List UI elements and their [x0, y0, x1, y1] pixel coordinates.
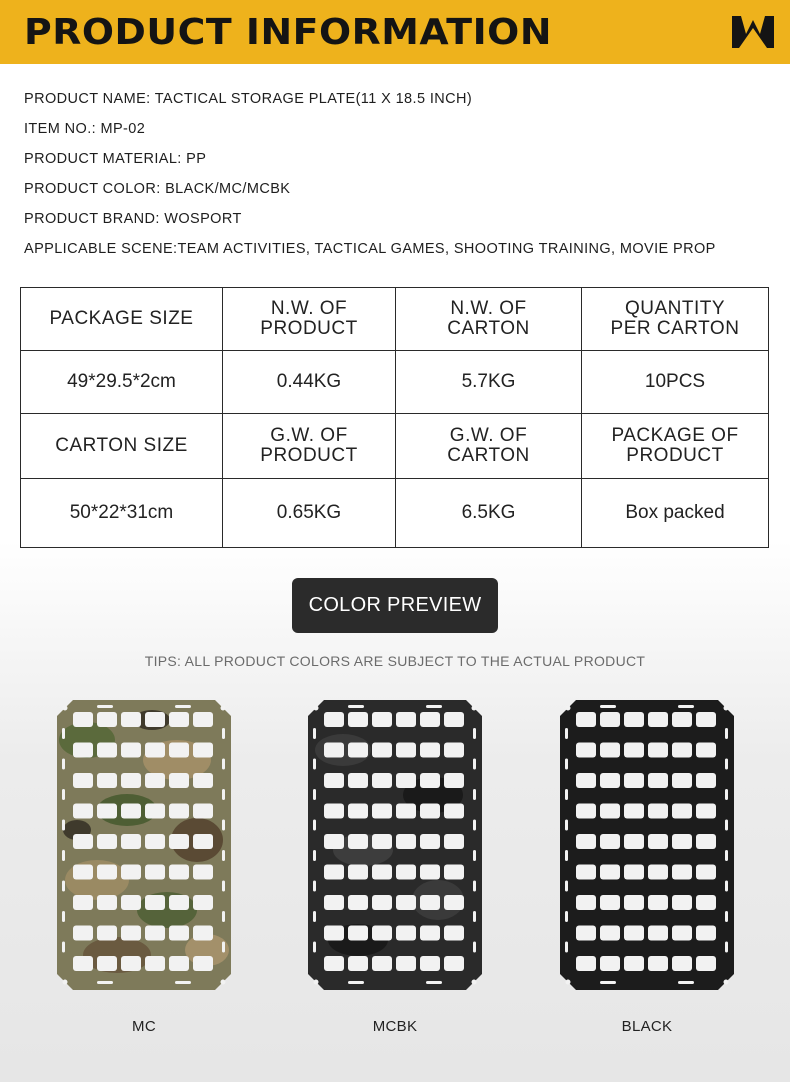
corner-hole — [724, 980, 729, 985]
slot — [444, 743, 464, 758]
product-brand: PRODUCT BRAND: WOSPORT — [24, 211, 242, 227]
slot — [348, 743, 368, 758]
corner-hole — [566, 706, 571, 711]
slot — [396, 834, 416, 849]
slot — [696, 712, 716, 727]
slot — [696, 926, 716, 941]
slot — [672, 712, 692, 727]
slot — [624, 712, 644, 727]
slot — [97, 773, 117, 788]
slot — [324, 926, 344, 941]
slot — [396, 865, 416, 880]
slot — [444, 712, 464, 727]
side-slot — [473, 942, 476, 953]
side-slot — [565, 789, 568, 800]
corner-hole — [314, 706, 319, 711]
slot — [145, 834, 165, 849]
edge-slot — [678, 981, 694, 984]
package-size-value: 49*29.5*2cm — [21, 351, 223, 414]
edge-slot — [97, 705, 113, 708]
slot — [696, 834, 716, 849]
side-slot — [473, 728, 476, 739]
slot — [576, 895, 596, 910]
slot — [420, 865, 440, 880]
slot — [348, 865, 368, 880]
slot — [576, 956, 596, 971]
side-slot — [473, 881, 476, 892]
side-slot — [725, 942, 728, 953]
slot — [121, 956, 141, 971]
side-slot — [62, 942, 65, 953]
table-header-row — [21, 288, 769, 351]
slot — [648, 865, 668, 880]
slot — [121, 712, 141, 727]
corner-hole — [63, 980, 68, 985]
slot — [372, 956, 392, 971]
carton-size-value: 50*22*31cm — [21, 479, 223, 548]
slot — [600, 865, 620, 880]
applicable-scene: APPLICABLE SCENE:TEAM ACTIVITIES, TACTICAL GAMES, SHOOTING TRAINING, MOVIE PROP — [24, 241, 716, 257]
slot — [121, 804, 141, 819]
side-slot — [313, 942, 316, 953]
slot — [600, 834, 620, 849]
side-slot — [565, 881, 568, 892]
slot — [145, 865, 165, 880]
slot — [169, 926, 189, 941]
slot — [193, 895, 213, 910]
slot — [420, 895, 440, 910]
side-slot — [62, 820, 65, 831]
slot — [624, 773, 644, 788]
slot — [600, 895, 620, 910]
slot — [348, 895, 368, 910]
side-slot — [725, 881, 728, 892]
slot — [324, 865, 344, 880]
slot — [73, 773, 93, 788]
product-name: PRODUCT NAME: TACTICAL STORAGE PLATE(11 X 18.5 INCH) — [24, 91, 473, 107]
side-slot — [473, 820, 476, 831]
slot — [648, 926, 668, 941]
slot — [193, 926, 213, 941]
slot — [169, 834, 189, 849]
side-slot — [222, 881, 225, 892]
slot — [372, 712, 392, 727]
slot — [696, 773, 716, 788]
slot — [600, 926, 620, 941]
slot — [97, 834, 117, 849]
side-slot — [565, 850, 568, 861]
slot — [121, 865, 141, 880]
slot — [420, 743, 440, 758]
slot — [696, 804, 716, 819]
slot — [324, 773, 344, 788]
side-slot — [725, 759, 728, 770]
package-size-header: PACKAGE SIZE — [21, 288, 223, 351]
slot — [372, 926, 392, 941]
slot — [97, 743, 117, 758]
slot — [648, 956, 668, 971]
corner-hole — [472, 706, 477, 711]
slot — [672, 865, 692, 880]
side-slot — [222, 820, 225, 831]
carton-size-header: CARTON SIZE — [21, 414, 223, 479]
slot — [672, 956, 692, 971]
package-of-product-header: PACKAGE OF PRODUCT — [582, 414, 769, 479]
side-slot — [62, 911, 65, 922]
slot — [576, 804, 596, 819]
slot — [396, 895, 416, 910]
slot — [396, 773, 416, 788]
slot — [420, 773, 440, 788]
slot — [648, 834, 668, 849]
slot — [600, 743, 620, 758]
slot — [444, 956, 464, 971]
side-slot — [62, 850, 65, 861]
slot — [420, 956, 440, 971]
slot — [396, 926, 416, 941]
slot — [348, 804, 368, 819]
slot — [372, 743, 392, 758]
slot — [696, 743, 716, 758]
color-preview-button[interactable]: COLOR PREVIEW — [292, 578, 498, 633]
slot — [600, 804, 620, 819]
slot — [193, 712, 213, 727]
slot — [624, 834, 644, 849]
item-number: ITEM NO.: MP-02 — [24, 121, 146, 137]
slot — [372, 773, 392, 788]
slot — [193, 773, 213, 788]
edge-slot — [348, 981, 364, 984]
slot — [169, 895, 189, 910]
side-slot — [473, 911, 476, 922]
slot — [73, 926, 93, 941]
storage-plate-mcbk-icon — [308, 700, 482, 990]
side-slot — [473, 850, 476, 861]
slot — [121, 743, 141, 758]
side-slot — [313, 820, 316, 831]
side-slot — [565, 942, 568, 953]
slot — [696, 895, 716, 910]
side-slot — [222, 850, 225, 861]
slot — [372, 895, 392, 910]
slot — [169, 956, 189, 971]
side-slot — [222, 759, 225, 770]
slot — [444, 926, 464, 941]
slot — [348, 926, 368, 941]
slot — [348, 834, 368, 849]
slot — [624, 956, 644, 971]
side-slot — [313, 881, 316, 892]
product-material: PRODUCT MATERIAL: PP — [24, 151, 207, 167]
slot — [121, 773, 141, 788]
edge-slot — [426, 981, 442, 984]
side-slot — [222, 942, 225, 953]
slot — [169, 743, 189, 758]
slot — [121, 895, 141, 910]
slot — [169, 804, 189, 819]
slot — [444, 804, 464, 819]
edge-slot — [175, 705, 191, 708]
slot — [324, 834, 344, 849]
slot — [444, 895, 464, 910]
edge-slot — [678, 705, 694, 708]
slot — [372, 865, 392, 880]
slot — [193, 743, 213, 758]
nw-product-header: N.W. OF PRODUCT — [223, 288, 396, 351]
side-slot — [565, 911, 568, 922]
slot — [324, 895, 344, 910]
table-row — [21, 479, 769, 548]
gw-carton-value: 6.5KG — [396, 479, 582, 548]
side-slot — [62, 789, 65, 800]
slot — [420, 804, 440, 819]
side-slot — [313, 850, 316, 861]
edge-slot — [97, 981, 113, 984]
slot — [97, 895, 117, 910]
side-slot — [222, 728, 225, 739]
corner-hole — [724, 706, 729, 711]
slot — [648, 712, 668, 727]
slot — [624, 926, 644, 941]
side-slot — [222, 911, 225, 922]
storage-plate-mc-icon — [57, 700, 231, 990]
side-slot — [62, 881, 65, 892]
nw-carton-value: 5.7KG — [396, 351, 582, 414]
slot — [73, 865, 93, 880]
plate-label-black: BLACK — [621, 1018, 673, 1035]
slot — [600, 956, 620, 971]
slot — [324, 804, 344, 819]
side-slot — [313, 789, 316, 800]
slot — [576, 712, 596, 727]
side-slot — [222, 789, 225, 800]
side-slot — [62, 759, 65, 770]
side-slot — [313, 911, 316, 922]
table-row — [21, 351, 769, 414]
slot — [348, 773, 368, 788]
slot — [672, 895, 692, 910]
slot — [624, 743, 644, 758]
slot — [193, 834, 213, 849]
quantity-per-carton-value: 10PCS — [582, 351, 769, 414]
slot — [145, 804, 165, 819]
slot — [324, 743, 344, 758]
table-header-row — [21, 414, 769, 479]
slot — [672, 743, 692, 758]
edge-slot — [348, 705, 364, 708]
slot — [73, 956, 93, 971]
slot — [348, 956, 368, 971]
slot — [121, 834, 141, 849]
color-tips: TIPS: ALL PRODUCT COLORS ARE SUBJECT TO THE ACTUAL PRODUCT — [144, 653, 646, 669]
slot — [73, 834, 93, 849]
slot — [624, 895, 644, 910]
slot — [372, 804, 392, 819]
side-slot — [725, 728, 728, 739]
slot — [169, 773, 189, 788]
slot — [193, 804, 213, 819]
plate-mcbk — [308, 700, 482, 990]
slot — [624, 865, 644, 880]
slot — [324, 956, 344, 971]
slot — [324, 712, 344, 727]
edge-slot — [600, 705, 616, 708]
side-slot — [725, 911, 728, 922]
quantity-per-carton-header: QUANTITY PER CARTON — [582, 288, 769, 351]
slot — [193, 865, 213, 880]
slot — [444, 834, 464, 849]
slot — [145, 926, 165, 941]
slot — [145, 743, 165, 758]
edge-slot — [175, 981, 191, 984]
slot — [648, 804, 668, 819]
slot — [97, 804, 117, 819]
slot — [576, 773, 596, 788]
slot — [145, 956, 165, 971]
slot — [73, 743, 93, 758]
product-info — [24, 88, 774, 268]
side-slot — [565, 728, 568, 739]
slot — [696, 865, 716, 880]
side-slot — [725, 789, 728, 800]
slot — [600, 773, 620, 788]
slot — [169, 712, 189, 727]
corner-hole — [472, 980, 477, 985]
slot — [672, 926, 692, 941]
side-slot — [473, 789, 476, 800]
page-title: PRODUCT INFORMATION — [24, 12, 553, 53]
slot — [420, 926, 440, 941]
side-slot — [725, 850, 728, 861]
corner-hole — [314, 980, 319, 985]
slot — [73, 895, 93, 910]
slot — [396, 956, 416, 971]
slot — [444, 773, 464, 788]
side-slot — [313, 759, 316, 770]
side-slot — [565, 820, 568, 831]
plate-label-mc: MC — [132, 1018, 156, 1035]
side-slot — [725, 820, 728, 831]
package-of-product-value: Box packed — [582, 479, 769, 548]
slot — [193, 956, 213, 971]
plate-mc — [57, 700, 231, 990]
slot — [396, 712, 416, 727]
slot — [648, 773, 668, 788]
slot — [672, 834, 692, 849]
slot — [97, 712, 117, 727]
storage-plate-black-icon — [560, 700, 734, 990]
plate-black — [560, 700, 734, 990]
slot — [97, 956, 117, 971]
slot — [97, 926, 117, 941]
corner-hole — [221, 980, 226, 985]
corner-hole — [63, 706, 68, 711]
slot — [624, 804, 644, 819]
slot — [169, 865, 189, 880]
slot — [420, 712, 440, 727]
slot — [372, 834, 392, 849]
slot — [444, 865, 464, 880]
nw-product-value: 0.44KG — [223, 351, 396, 414]
side-slot — [62, 728, 65, 739]
specs-table — [20, 287, 769, 548]
slot — [420, 834, 440, 849]
slot — [145, 773, 165, 788]
slot — [145, 712, 165, 727]
slot — [396, 804, 416, 819]
slot — [672, 773, 692, 788]
slot — [648, 895, 668, 910]
header-bar — [0, 0, 790, 64]
slot — [348, 712, 368, 727]
edge-slot — [426, 705, 442, 708]
gw-product-header: G.W. OF PRODUCT — [223, 414, 396, 479]
slot — [97, 865, 117, 880]
corner-hole — [221, 706, 226, 711]
product-color: PRODUCT COLOR: BLACK/MC/MCBK — [24, 181, 291, 197]
slot — [648, 743, 668, 758]
slot — [73, 804, 93, 819]
slot — [396, 743, 416, 758]
edge-slot — [600, 981, 616, 984]
slot — [145, 895, 165, 910]
slot — [576, 743, 596, 758]
slot — [121, 926, 141, 941]
w-logo-icon — [732, 12, 774, 52]
side-slot — [313, 728, 316, 739]
side-slot — [565, 759, 568, 770]
slot — [576, 834, 596, 849]
slot — [696, 956, 716, 971]
slot — [73, 712, 93, 727]
plate-label-mcbk: MCBK — [372, 1018, 418, 1035]
slot — [600, 712, 620, 727]
corner-hole — [566, 980, 571, 985]
side-slot — [473, 759, 476, 770]
gw-carton-header: G.W. OF CARTON — [396, 414, 582, 479]
slot — [576, 926, 596, 941]
slot — [576, 865, 596, 880]
gw-product-value: 0.65KG — [223, 479, 396, 548]
nw-carton-header: N.W. OF CARTON — [396, 288, 582, 351]
slot — [672, 804, 692, 819]
